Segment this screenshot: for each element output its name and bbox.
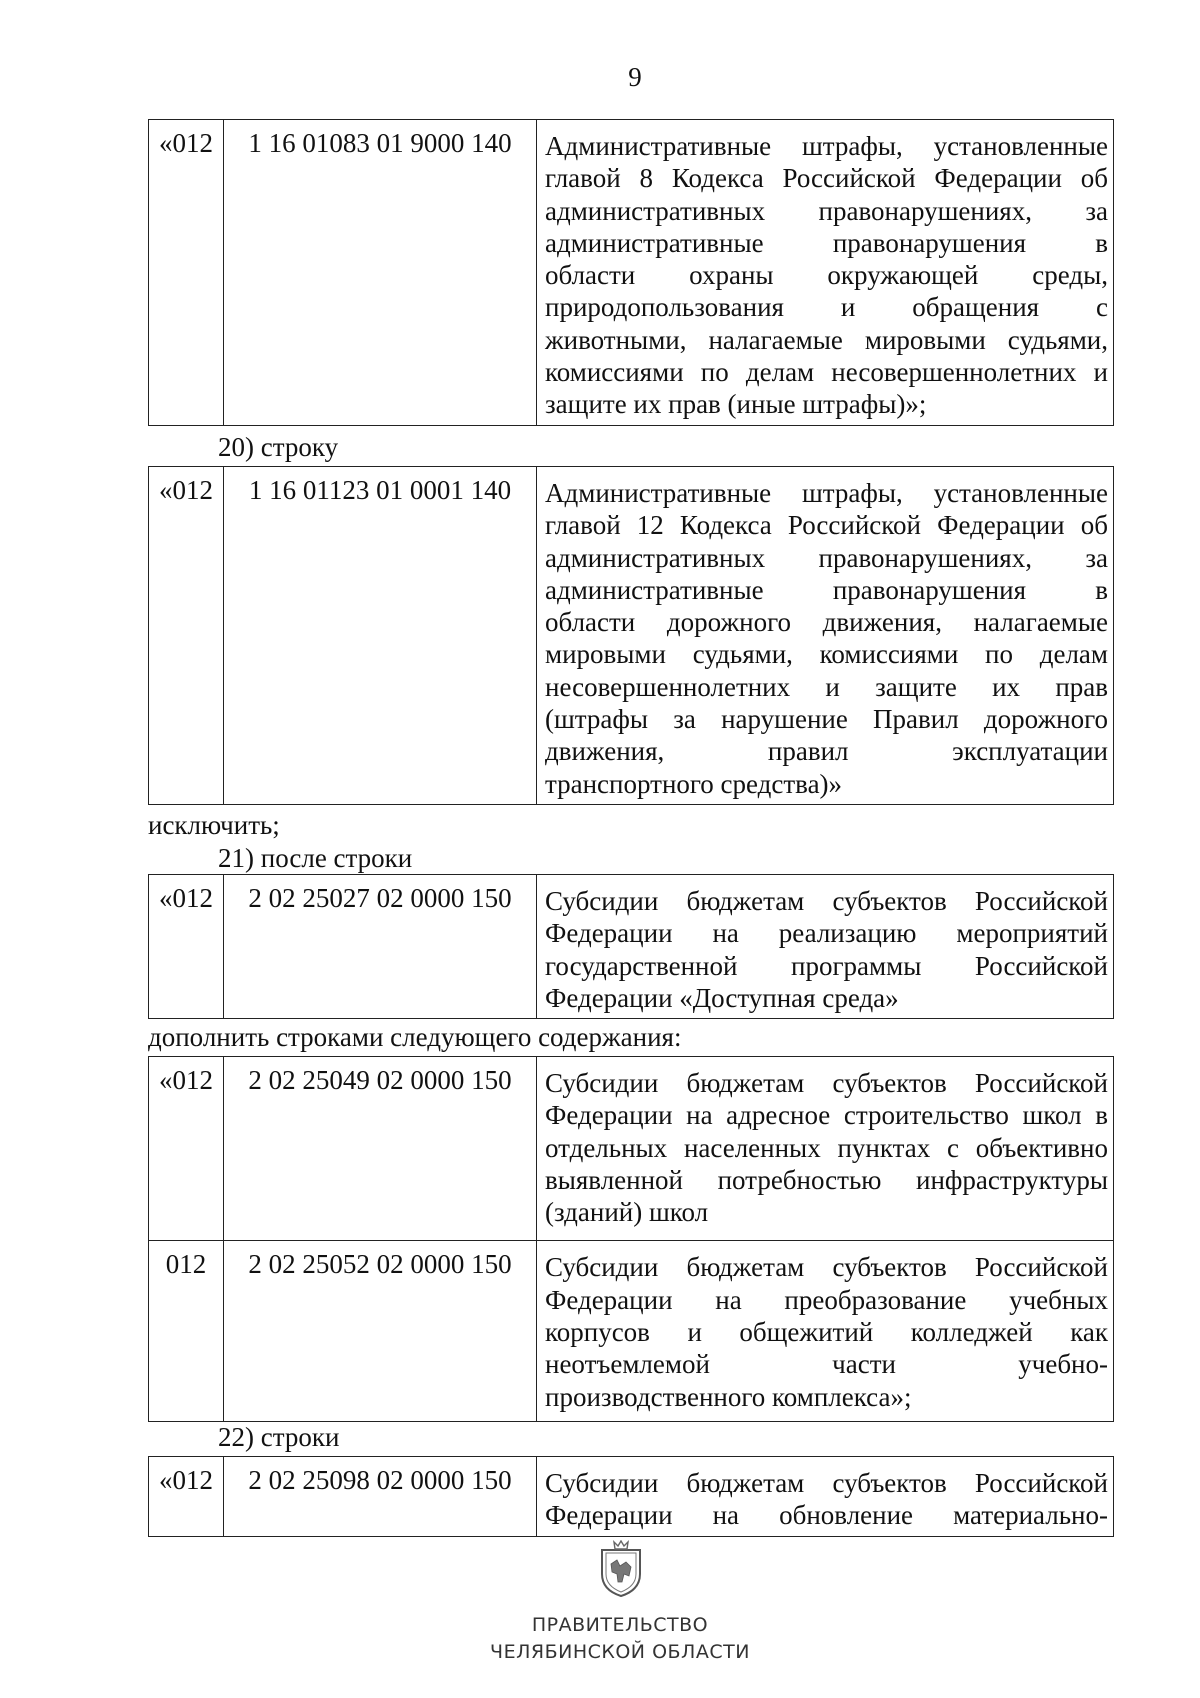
coat-of-arms-icon [596,1540,646,1598]
description-line: Федерации на преобразование учебных [545,1284,1108,1315]
description-line: главой 8 Кодекса Российской Федерации об [545,163,1108,194]
table-row [149,1241,1114,1421]
description-line: Федерации на реализацию мероприятий [545,918,1108,949]
kbk-code-cell: 2 02 25098 02 0000 150 [224,1457,537,1537]
table-row [149,1457,1114,1537]
description-line: области охраны окружающей среды, [545,260,1108,291]
admin-code-cell: «012 [149,120,224,426]
description-line: Федерации «Доступная среда» [545,982,899,1013]
kbk-code-cell: 2 02 25027 02 0000 150 [224,875,537,1019]
item-21-label: 21) после строки [218,843,413,873]
kbk-code-cell: 2 02 25049 02 0000 150 [224,1057,537,1241]
budget-table-4 [148,1056,1114,1422]
footer-org-line-2: ЧЕЛЯБИНСКОЙ ОБЛАСТИ [490,1641,750,1663]
table-row [149,467,1114,805]
description-cell [537,1241,1114,1421]
description-cell [537,1457,1114,1537]
budget-table-3 [148,874,1114,1019]
table-row [149,875,1114,1019]
item-22-label: 22) строки [218,1422,340,1452]
admin-code-cell: «012 [149,1457,224,1537]
description-line: Субсидии бюджетам субъектов Российской [545,1252,1108,1283]
admin-code-cell: 012 [149,1241,224,1421]
description-line: области дорожного движения, налагаемые [545,607,1108,638]
description-line: комиссиями по делам несовершеннолетних и [545,357,1108,388]
description-line: выявленной потребностью инфраструктуры [545,1164,1108,1195]
page-number: 9 [628,62,642,92]
description-line: административные правонарушения в [545,574,1108,605]
description-cell [537,120,1114,426]
description-line: движения, правил эксплуатации [545,736,1108,767]
description-line: отдельных населенных пунктах с объективно [545,1132,1108,1163]
description-line: (зданий) школ [545,1197,709,1228]
table-row [149,120,1114,426]
description-line: главой 12 Кодекса Российской Федерации об [545,510,1108,541]
description-line: государственной программы Российской [545,950,1108,981]
admin-code-cell: «012 [149,1057,224,1241]
footer-org-line-1: ПРАВИТЕЛЬСТВО [531,1614,709,1636]
table-row [149,1057,1114,1241]
description-line: административных правонарушениях, за [545,195,1108,226]
budget-table-2 [148,466,1114,805]
admin-code-cell: «012 [149,875,224,1019]
description-line: Субсидии бюджетам субъектов Российской [545,1068,1108,1098]
description-line: Административные штрафы, установленные [545,131,1108,161]
exclude-label: исключить; [148,810,280,840]
description-line: Федерации на адресное строительство школ в [545,1100,1108,1131]
description-cell [537,467,1114,805]
description-line: корпусов и общежитий колледжей как [545,1317,1108,1348]
description-line: мировыми судьями, комиссиями по делам [545,639,1108,670]
description-line: Субсидии бюджетам субъектов Российской [545,1468,1108,1498]
kbk-code-cell: 1 16 01083 01 9000 140 [224,120,537,426]
description-line: неотъемлемой части учебно- [545,1349,1108,1380]
description-line: природопользования и обращения с [545,292,1108,323]
kbk-code-cell: 1 16 01123 01 0001 140 [224,467,537,805]
item-20-label: 20) строку [218,432,339,462]
description-line: административные правонарушения в [545,227,1108,258]
description-line: защите их прав (иные штрафы)»; [545,389,927,420]
description-line: производственного комплекса»; [545,1381,912,1412]
description-line: (штрафы за нарушение Правил дорожного [545,704,1108,735]
budget-table-5 [148,1456,1114,1537]
admin-code-cell: «012 [149,467,224,805]
description-line: Административные штрафы, установленные [545,478,1108,508]
description-line: административных правонарушениях, за [545,542,1108,573]
description-line: несовершеннолетних и защите их прав [545,671,1108,702]
description-cell [537,875,1114,1019]
budget-table-1 [148,119,1114,426]
description-line: животными, налагаемые мировыми судьями, [545,324,1108,355]
description-cell [537,1057,1114,1241]
add-rows-label: дополнить строками следующего содержания: [148,1022,682,1052]
description-line: Федерации на обновление материально- [545,1500,1108,1531]
kbk-code-cell: 2 02 25052 02 0000 150 [224,1241,537,1421]
description-line: транспортного средства)» [545,768,843,799]
description-line: Субсидии бюджетам субъектов Российской [545,886,1108,916]
